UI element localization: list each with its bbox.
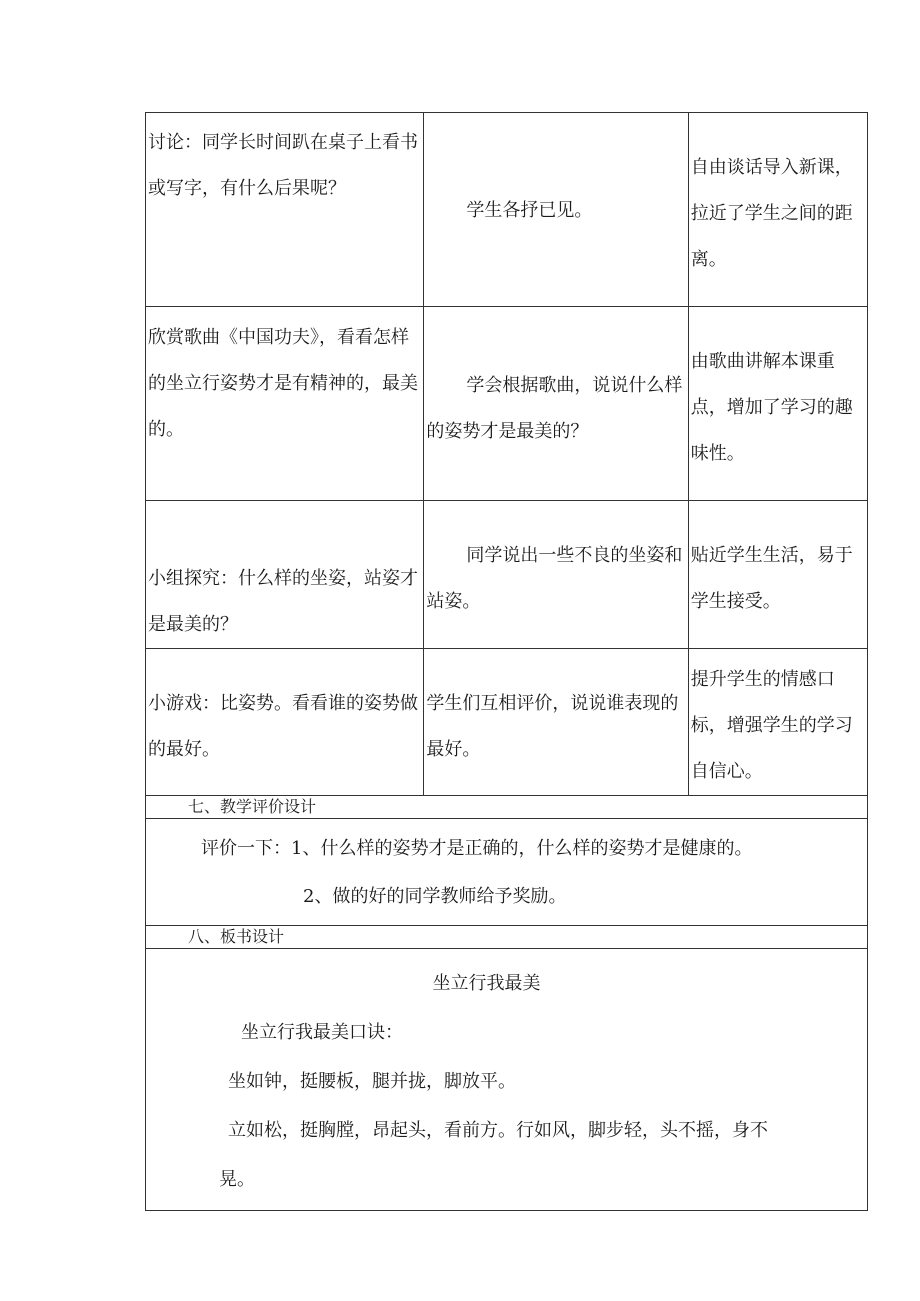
design-intent-cell — [688, 113, 867, 307]
teacher-activity-cell — [146, 113, 424, 307]
evaluation-cell — [146, 819, 868, 926]
board-row — [146, 949, 868, 1211]
table-row — [146, 113, 868, 307]
table-row — [146, 501, 868, 649]
teacher-activity-text: 欣赏歌曲《中国功夫》，看看怎样的坐立行姿势才是有精神的，最美的。 — [148, 327, 418, 440]
teacher-activity-cell — [146, 501, 424, 649]
teacher-activity-cell — [146, 649, 424, 796]
student-activity-text: 学生们互相评价，说说谁表现的最好。 — [426, 693, 679, 760]
board-heading: 八、板书设计 — [146, 926, 868, 949]
evaluation-line: 2、做的好的同学教师给予奖励。 — [303, 886, 567, 907]
teacher-activity-text: 小游戏：比姿势。看看谁的姿势做的最好。 — [148, 693, 418, 760]
student-activity-cell — [424, 649, 688, 796]
section-heading-row — [146, 796, 868, 819]
design-intent-text: 贴近学生生活，易于学生接受。 — [690, 545, 853, 612]
lesson-table — [145, 112, 868, 1211]
design-intent-text: 自由谈话导入新课，拉近了学生之间的距离。 — [690, 157, 853, 270]
design-intent-cell — [688, 501, 867, 649]
design-intent-text: 由歌曲讲解本课重点，增加了学习的趣味性。 — [690, 351, 853, 464]
board-cell — [146, 949, 868, 1211]
teacher-activity-text: 小组探究：什么样的坐姿，站姿才是最美的？ — [148, 568, 418, 635]
student-activity-text: 学会根据歌曲，说说什么样的姿势才是最美的？ — [426, 375, 683, 442]
student-activity-cell — [424, 307, 688, 501]
design-intent-cell — [688, 649, 867, 796]
design-intent-cell — [688, 307, 867, 501]
design-intent-text: 提升学生的情感口标，增强学生的学习自信心。 — [690, 669, 853, 782]
evaluation-line: 评价一下：1、什么样的姿势才是正确的，什么样的姿势才是健康的。 — [201, 838, 753, 859]
board-line: 晃。 — [219, 1169, 255, 1190]
board-line: 立如松，挺胸膛，昂起头，看前方。行如风，脚步轻，头不摇，身不 — [228, 1120, 768, 1141]
evaluation-heading: 七、教学评价设计 — [146, 796, 868, 819]
table-row — [146, 307, 868, 501]
board-line: 坐如钟，挺腰板，腿并拢，脚放平。 — [228, 1071, 516, 1092]
student-activity-text: 学生各抒已见。 — [466, 200, 593, 221]
student-activity-cell — [424, 501, 688, 649]
teacher-activity-text: 讨论：同学长时间趴在桌子上看书或写字，有什么后果呢？ — [148, 132, 418, 199]
student-activity-text: 同学说出一些不良的坐姿和站姿。 — [426, 545, 683, 612]
evaluation-row — [146, 819, 868, 926]
student-activity-cell — [424, 113, 688, 307]
table-row — [146, 649, 868, 796]
board-line: 坐立行我最美口诀： — [241, 1022, 403, 1043]
board-title: 坐立行我最美 — [432, 973, 541, 994]
teacher-activity-cell — [146, 307, 424, 501]
section-heading-row — [146, 926, 868, 949]
lesson-plan-document — [145, 112, 868, 1211]
